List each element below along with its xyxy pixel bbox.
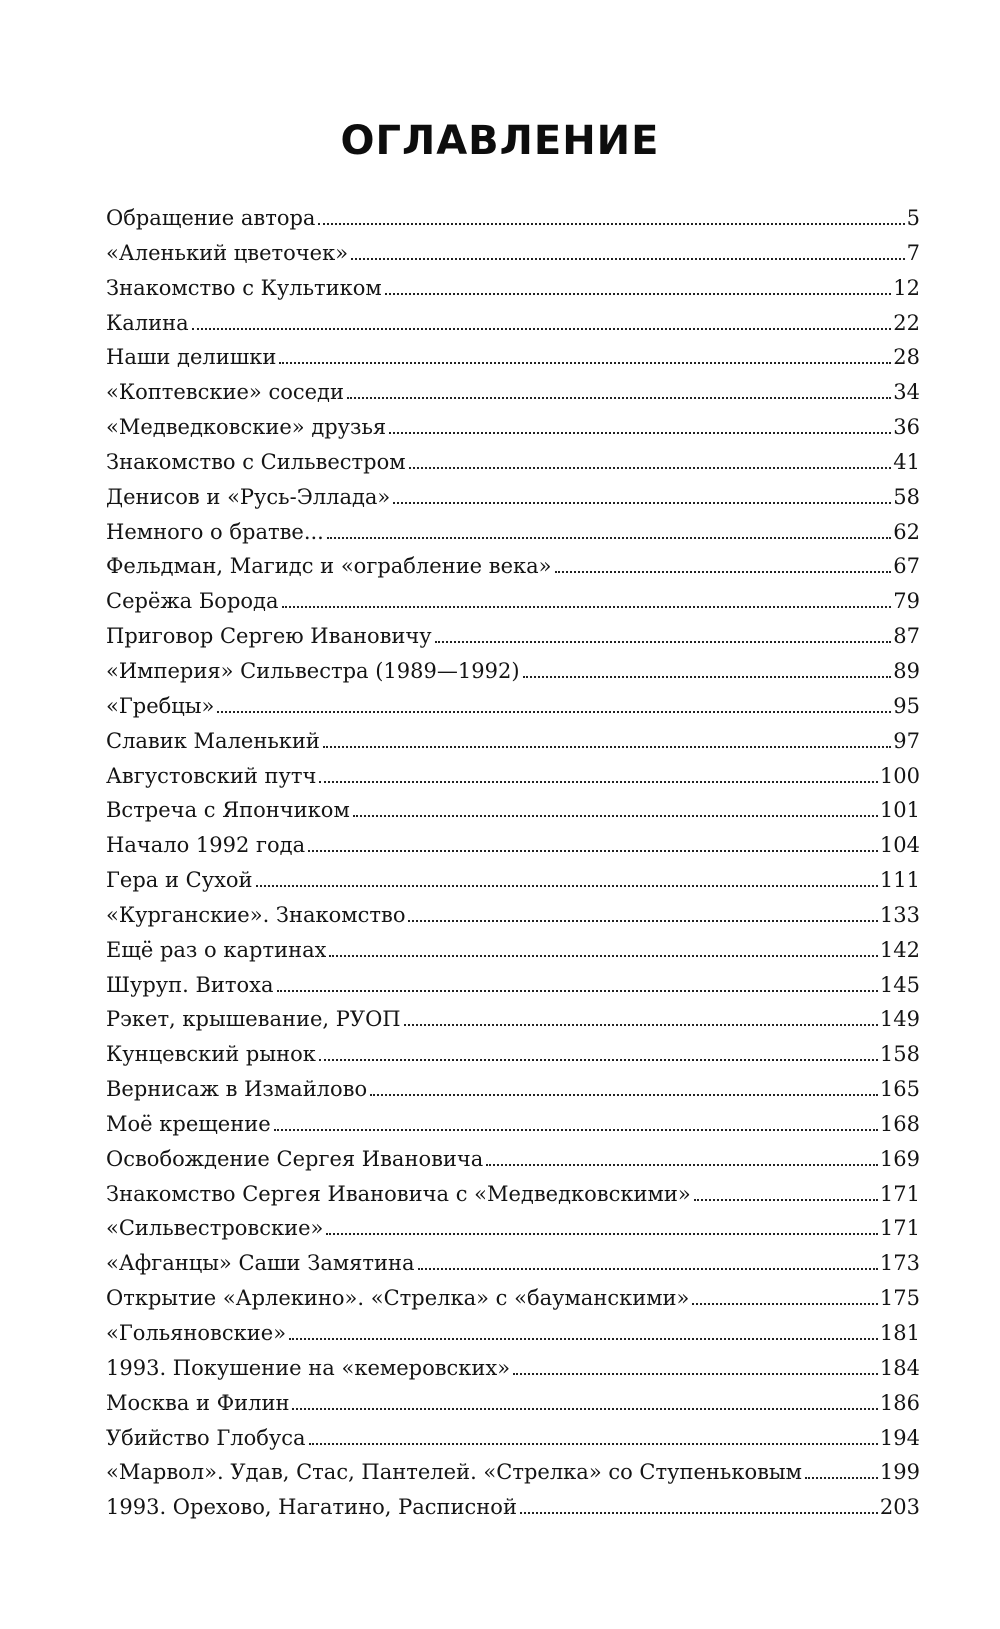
toc-entry xyxy=(106,1147,920,1182)
dot-leader xyxy=(555,571,892,573)
toc-entry-title: Рэкет, крышевание, РУОП xyxy=(106,1007,401,1032)
toc-entry-title: «Сильвестровские» xyxy=(106,1216,324,1241)
dot-leader xyxy=(520,1512,878,1514)
dot-leader xyxy=(408,920,877,922)
toc-entry-title: «Аленький цветочек» xyxy=(106,240,349,265)
dot-leader xyxy=(418,1268,878,1270)
dot-leader xyxy=(323,746,891,748)
toc-entry-title: Знакомство Сергея Ивановича с «Медведковскими» xyxy=(106,1181,691,1206)
toc-entry xyxy=(106,415,920,450)
toc-entry-page: 79 xyxy=(893,589,920,614)
toc-entry xyxy=(106,450,920,485)
toc-entry-page: 95 xyxy=(893,693,920,718)
toc-entry-title: «Марвол». Удав, Стас, Пантелей. «Стрелка» со Ступеньковым xyxy=(106,1460,802,1485)
toc-entry-title: Гера и Сухой xyxy=(106,868,253,893)
toc-entry xyxy=(106,868,920,903)
dot-leader xyxy=(409,467,892,469)
toc-entry-title: Москва и Филин xyxy=(106,1390,290,1415)
dot-leader xyxy=(523,676,892,678)
dot-leader xyxy=(389,432,891,434)
toc-entry-page: 142 xyxy=(879,937,920,962)
dot-leader xyxy=(217,711,891,713)
toc-entry-title: Вернисаж в Измайлово xyxy=(106,1077,368,1102)
toc-entry-title: Кунцевский рынок xyxy=(106,1042,316,1067)
dot-leader xyxy=(192,328,892,330)
toc-entry-page: 199 xyxy=(879,1460,920,1485)
toc-entry-title: Моё крещение xyxy=(106,1111,271,1136)
toc-entry-title: Фельдман, Магидс и «ограбление века» xyxy=(106,554,552,579)
toc-entry xyxy=(106,206,920,241)
toc-entry-title: «Афганцы» Саши Замятина xyxy=(106,1251,415,1276)
dot-leader xyxy=(351,258,905,260)
dot-leader xyxy=(318,223,904,225)
dot-leader xyxy=(692,1303,878,1305)
toc-entry-page: 41 xyxy=(893,449,920,474)
toc-entry-page: 184 xyxy=(879,1355,920,1380)
toc-entry-title: «Медведковские» друзья xyxy=(106,415,387,440)
table-of-contents xyxy=(106,206,920,1530)
toc-entry xyxy=(106,659,920,694)
toc-entry xyxy=(106,1042,920,1077)
page-title: ОГЛАВЛЕНИЕ xyxy=(340,118,660,164)
dot-leader xyxy=(308,850,878,852)
dot-leader xyxy=(279,362,891,364)
toc-entry-page: 100 xyxy=(879,763,920,788)
toc-entry-page: 62 xyxy=(893,519,920,544)
toc-entry xyxy=(106,694,920,729)
toc-entry-page: 149 xyxy=(879,1007,920,1032)
toc-entry xyxy=(106,554,920,589)
toc-entry-page: 171 xyxy=(879,1181,920,1206)
toc-entry xyxy=(106,1251,920,1286)
toc-entry-page: 194 xyxy=(879,1425,920,1450)
toc-entry xyxy=(106,589,920,624)
toc-entry xyxy=(106,798,920,833)
toc-entry xyxy=(106,973,920,1008)
toc-entry-title: Калина xyxy=(106,310,189,335)
dot-leader xyxy=(329,955,877,957)
toc-entry xyxy=(106,1112,920,1147)
toc-entry-title: «Гребцы» xyxy=(106,693,215,718)
toc-entry xyxy=(106,345,920,380)
toc-entry xyxy=(106,1286,920,1321)
toc-entry-page: 145 xyxy=(879,972,920,997)
dot-leader xyxy=(385,293,892,295)
dot-leader xyxy=(404,1024,878,1026)
dot-leader xyxy=(292,1408,877,1410)
dot-leader xyxy=(319,781,878,783)
toc-entry xyxy=(106,624,920,659)
toc-entry-title: Августовский путч xyxy=(106,763,317,788)
toc-entry xyxy=(106,241,920,276)
toc-entry-page: 89 xyxy=(893,658,920,683)
toc-entry xyxy=(106,1007,920,1042)
toc-entry xyxy=(106,729,920,764)
toc-entry-page: 168 xyxy=(879,1111,920,1136)
toc-entry-title: 1993. Орехово, Нагатино, Расписной xyxy=(106,1495,517,1520)
toc-entry-page: 104 xyxy=(879,833,920,858)
toc-entry-title: Знакомство с Сильвестром xyxy=(106,449,406,474)
toc-entry-page: 186 xyxy=(879,1390,920,1415)
toc-entry-page: 5 xyxy=(906,206,920,230)
toc-entry-title: «Коптевские» соседи xyxy=(106,380,344,405)
toc-entry-page: 7 xyxy=(906,240,920,265)
dot-leader xyxy=(326,1233,878,1235)
toc-entry-title: Серёжа Борода xyxy=(106,589,279,614)
toc-entry xyxy=(106,938,920,973)
toc-entry-page: 133 xyxy=(879,902,920,927)
toc-entry xyxy=(106,276,920,311)
toc-entry-title: Знакомство с Культиком xyxy=(106,275,382,300)
toc-entry-page: 97 xyxy=(893,728,920,753)
dot-leader xyxy=(353,815,878,817)
toc-entry xyxy=(106,903,920,938)
toc-entry xyxy=(106,1356,920,1391)
toc-entry xyxy=(106,833,920,868)
toc-entry xyxy=(106,764,920,799)
toc-entry-title: Ещё раз о картинах xyxy=(106,937,327,962)
toc-entry-page: 67 xyxy=(893,554,920,579)
dot-leader xyxy=(274,1129,878,1131)
toc-entry-page: 165 xyxy=(879,1077,920,1102)
dot-leader xyxy=(289,1338,878,1340)
dot-leader xyxy=(370,1094,878,1096)
dot-leader xyxy=(309,1443,878,1445)
toc-entry-title: Денисов и «Русь-Эллада» xyxy=(106,484,391,509)
toc-entry-page: 203 xyxy=(879,1495,920,1520)
toc-entry xyxy=(106,380,920,415)
toc-entry-title: «Гольяновские» xyxy=(106,1321,287,1345)
dot-leader xyxy=(347,397,891,399)
toc-entry-page: 181 xyxy=(879,1321,920,1345)
toc-entry xyxy=(106,1495,920,1530)
toc-entry-title: Славик Маленький xyxy=(106,728,320,753)
toc-entry-title: Приговор Сергею Ивановичу xyxy=(106,624,432,649)
dot-leader xyxy=(486,1164,878,1166)
toc-entry-page: 173 xyxy=(879,1251,920,1276)
dot-leader xyxy=(256,885,878,887)
toc-entry-title: Освобождение Сергея Ивановича xyxy=(106,1146,484,1171)
toc-entry-title: «Курганские». Знакомство xyxy=(106,902,406,927)
toc-entry xyxy=(106,1182,920,1217)
toc-entry-page: 111 xyxy=(879,868,920,893)
toc-entry xyxy=(106,1426,920,1461)
toc-entry-title: Немного о братве... xyxy=(106,519,324,544)
dot-leader xyxy=(694,1199,878,1201)
toc-entry-title: Наши делишки xyxy=(106,345,277,370)
dot-leader xyxy=(805,1477,878,1479)
dot-leader xyxy=(277,990,878,992)
dot-leader xyxy=(319,1059,878,1061)
toc-entry-title: «Империя» Сильвестра (1989—1992) xyxy=(106,658,520,683)
toc-entry xyxy=(106,485,920,520)
toc-entry-page: 28 xyxy=(893,345,920,370)
toc-entry-page: 22 xyxy=(893,310,920,335)
toc-entry-title: Шуруп. Витоха xyxy=(106,972,274,997)
toc-entry-page: 36 xyxy=(893,415,920,440)
toc-entry-title: Открытие «Арлекино». «Стрелка» с «бауманскими» xyxy=(106,1286,690,1311)
toc-entry xyxy=(106,520,920,555)
toc-entry xyxy=(106,311,920,346)
toc-entry-page: 175 xyxy=(879,1286,920,1311)
toc-entry-page: 58 xyxy=(893,484,920,509)
toc-entry-title: Обращение автора xyxy=(106,206,316,230)
toc-entry-page: 34 xyxy=(893,380,920,405)
dot-leader xyxy=(282,606,892,608)
toc-entry xyxy=(106,1460,920,1495)
toc-entry-title: Встреча с Япончиком xyxy=(106,798,350,823)
toc-entry-page: 169 xyxy=(879,1146,920,1171)
toc-entry xyxy=(106,1216,920,1251)
dot-leader xyxy=(327,537,891,539)
toc-entry xyxy=(106,1321,920,1356)
toc-entry-page: 12 xyxy=(893,275,920,300)
toc-entry-page: 171 xyxy=(879,1216,920,1241)
dot-leader xyxy=(513,1373,878,1375)
toc-entry-title: Убийство Глобуса xyxy=(106,1425,306,1450)
toc-entry-title: 1993. Покушение на «кемеровских» xyxy=(106,1355,511,1380)
toc-entry-page: 158 xyxy=(879,1042,920,1067)
dot-leader xyxy=(393,502,891,504)
toc-entry-page: 87 xyxy=(893,624,920,649)
toc-entry-page: 101 xyxy=(879,798,920,823)
toc-entry xyxy=(106,1077,920,1112)
dot-leader xyxy=(435,641,892,643)
toc-entry xyxy=(106,1391,920,1426)
toc-entry-title: Начало 1992 года xyxy=(106,833,306,858)
